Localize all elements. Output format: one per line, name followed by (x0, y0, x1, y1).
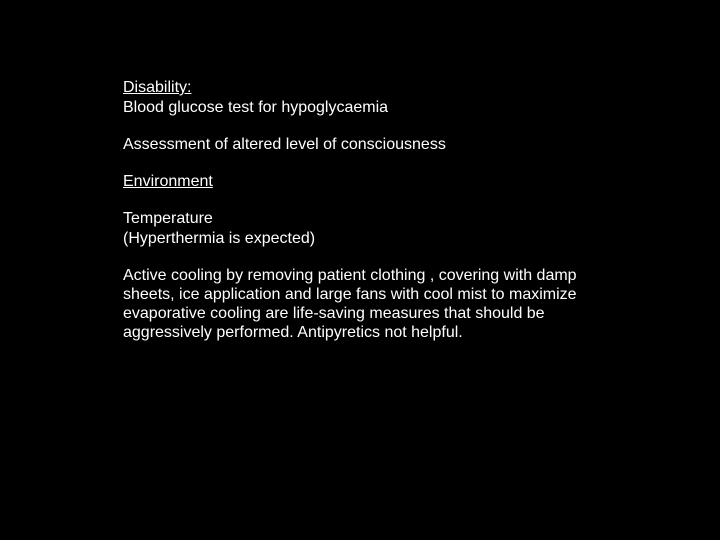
consciousness-text: Assessment of altered level of consciousness (123, 136, 446, 153)
environment-heading: Environment (123, 173, 213, 190)
disability-section (123, 78, 613, 118)
hyperthermia-note: (Hyperthermia is expected) (123, 230, 316, 247)
temperature-section (123, 209, 613, 249)
temperature-text: Temperature (123, 210, 213, 227)
cooling-paragraph: Active cooling by removing patient clothing , covering with damp sheets, ice application and large fans with cool mist to maximize evaporative cooling are life-saving measures that should be aggressively performed. Antipyretics not helpful. (123, 267, 577, 341)
glucose-test-text: Blood glucose test for hypoglycaemia (123, 99, 389, 116)
slide-content (123, 78, 613, 342)
disability-heading: Disability: (123, 79, 192, 96)
